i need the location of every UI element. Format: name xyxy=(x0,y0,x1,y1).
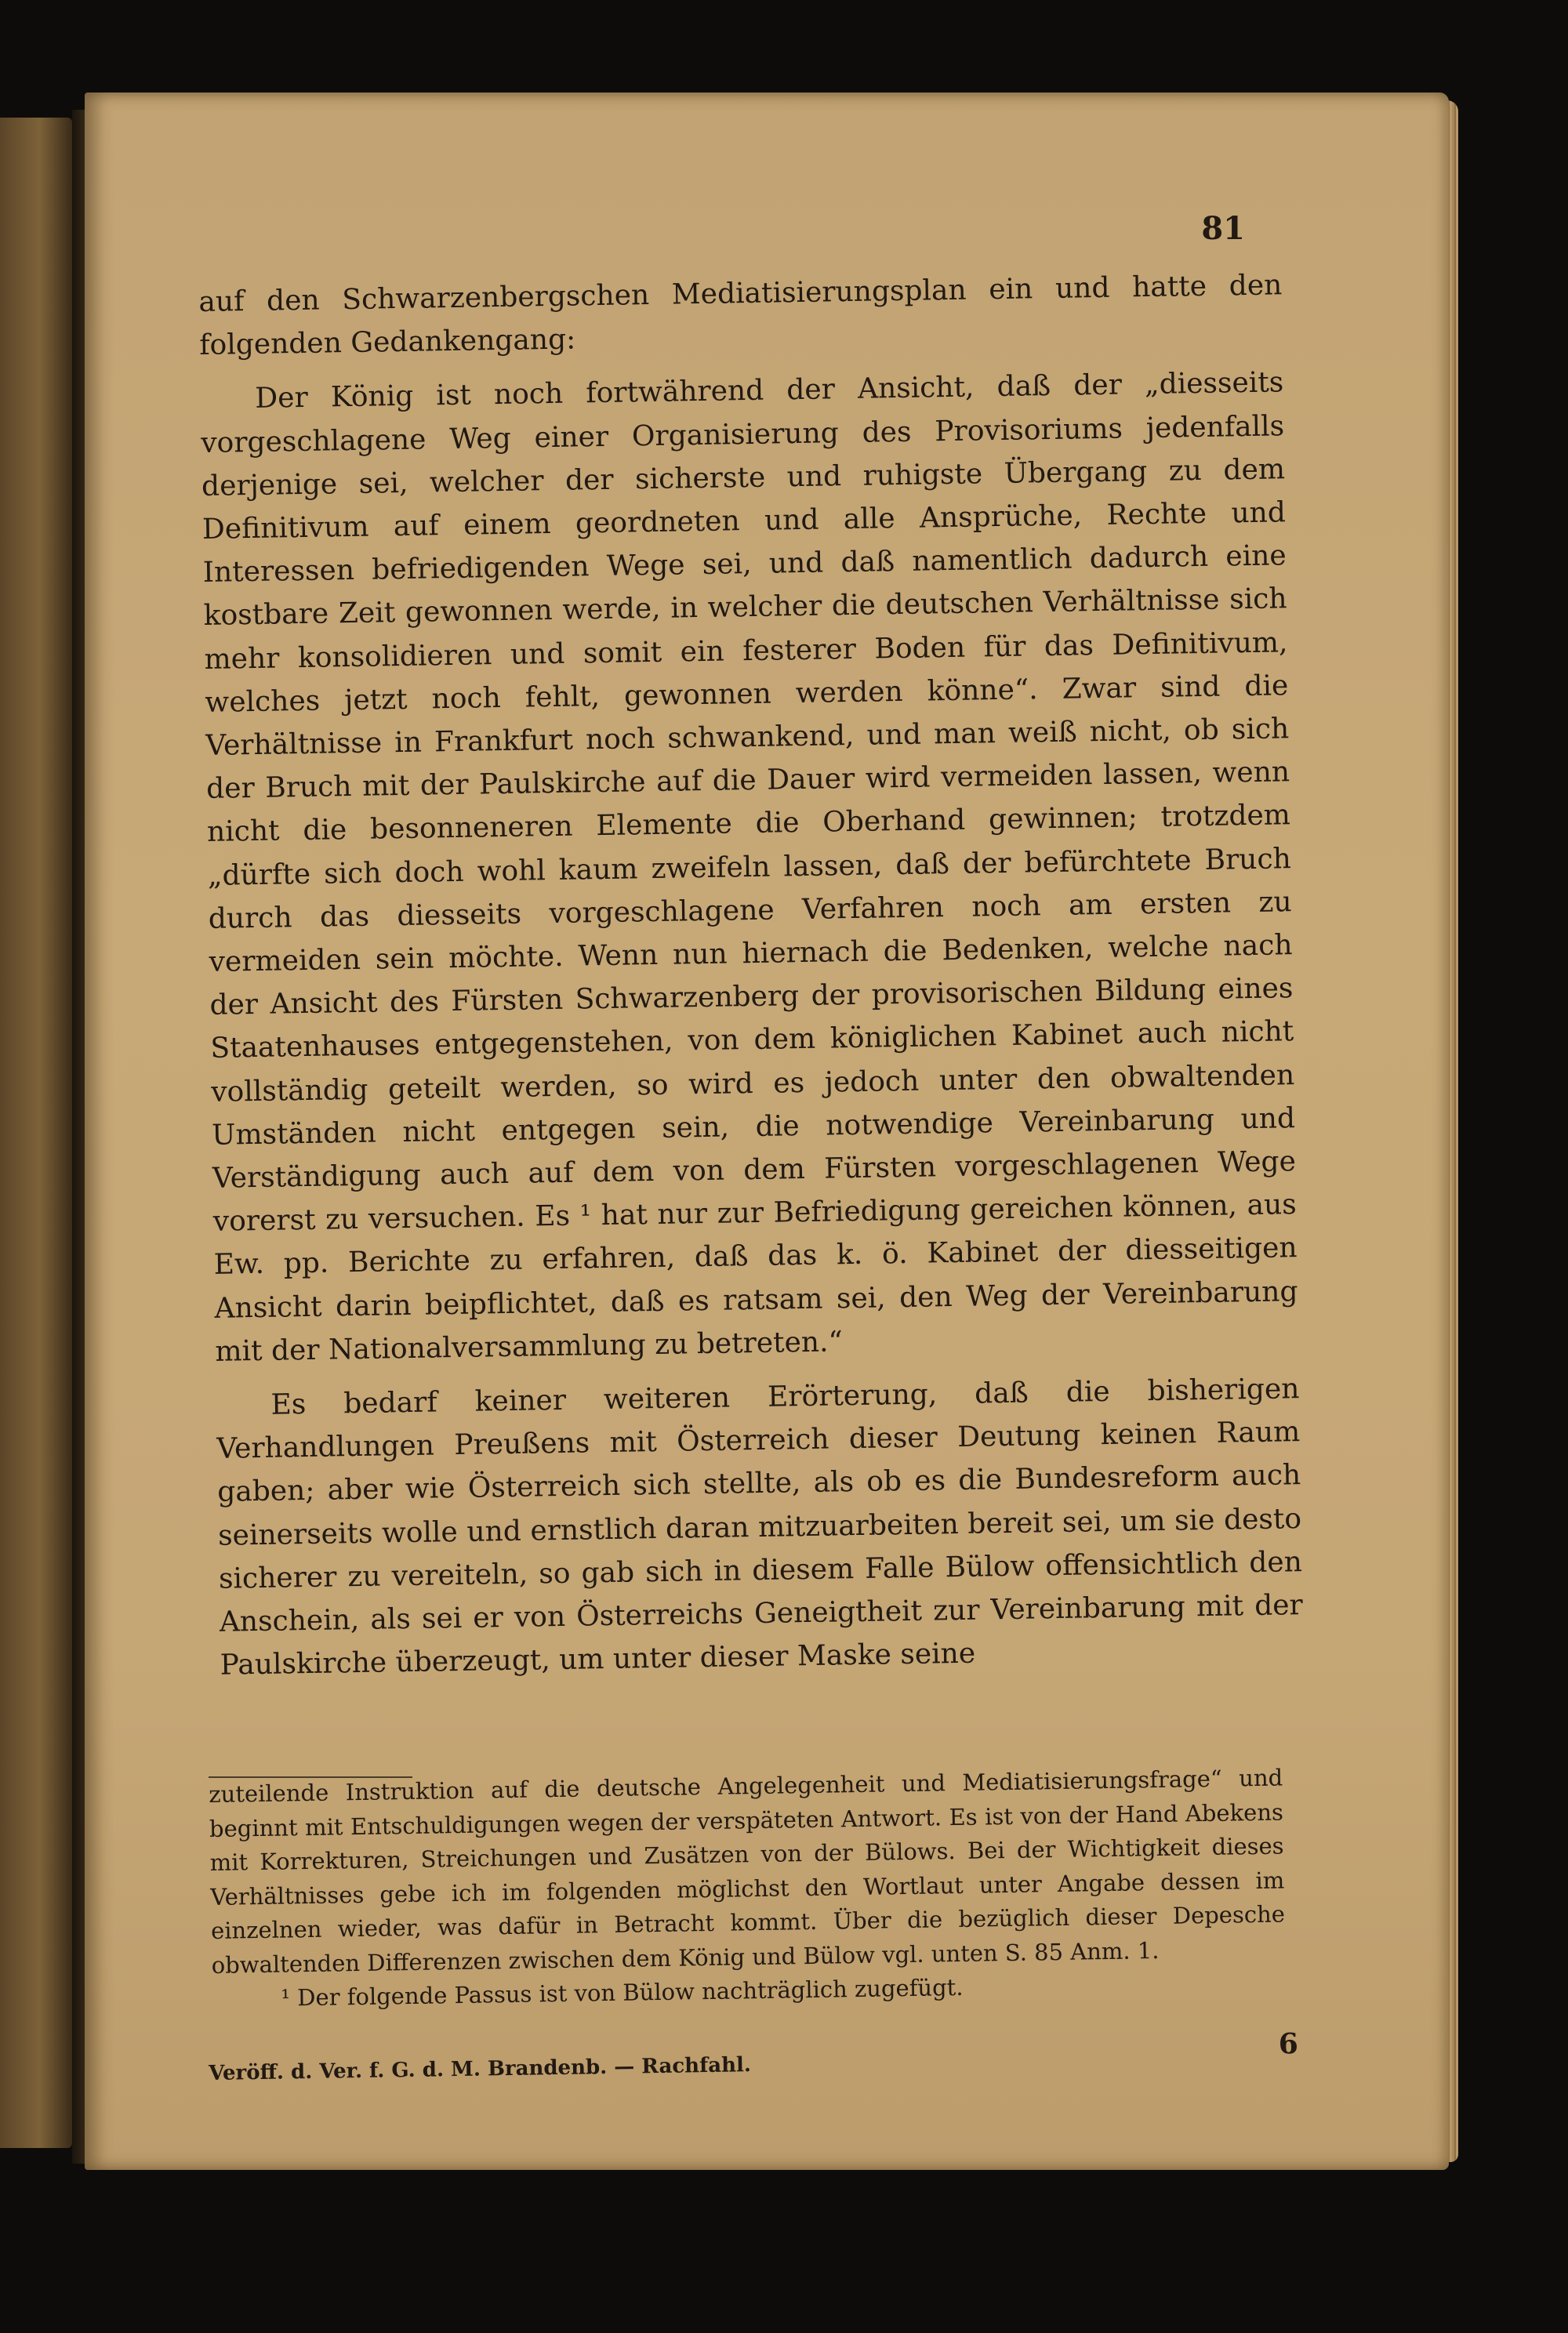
paragraph-quotation: Der König ist noch fortwährend der Ansicht, daß der „diesseits vorgeschlagene Weg einer Organisierung des Provisoriums jedenfalls derjenige sei, welcher der sicherste und ruhigste Übergang zu dem Definitivum auf einem geordneten und alle Ansprüche, Rechte und Interessen befriedigenden Wege sei, und daß namentlich dadurch eine kostbare Zeit gewonnen werde, in welcher die deutschen Verhältnisse sich mehr konsolidieren und somit ein festerer Boden für das Definitivum, welches jetzt noch fehlt, gewonnen werden könne“. Zwar sind die Verhältnisse in Frankfurt noch schwankend, und man weiß nicht, ob sich der Bruch mit der Paulskirche auf die Dauer wird vermeiden lassen, wenn nicht die besonneneren Elemente die Oberhand gewinnen; trotzdem „dürfte sich doch wohl kaum zweifeln lassen, daß der befürchtete Bruch durch das diesseits vorgeschlagene Verfahren noch am ersten zu vermeiden sein möchte. Wenn nun hiernach die Bedenken, welche nach der Ansicht des Fürsten Schwarzenberg der provisorischen Bildung eines Staatenhauses entgegenstehen, von dem königlichen Kabinet auch nicht vollständig geteilt werden, so wird es jedoch unter den obwaltenden Umständen nicht entgegen sein, die notwendige Vereinbarung und Verständigung auch auf dem von dem Fürsten vorgeschlagenen Wege vorerst zu versuchen. Es ¹ hat nur zur Befriedigung gereichen können, aus Ew. pp. Berichte zu erfahren, daß das k. ö. Kabinet der diesseitigen Ansicht darin beipflichtet, daß es ratsam sei, den Weg der Vereinbarung mit der Nationalversammlung zu betreten.“ xyxy=(200,366,1298,1368)
page-content xyxy=(85,93,1449,2170)
page-number: 81 xyxy=(1201,210,1245,247)
sheet-number: 6 xyxy=(1278,2027,1299,2061)
signature-line xyxy=(209,2027,1299,2093)
left-page-edge xyxy=(0,118,72,2148)
footnote-1: ¹ Der folgende Passus ist von Bülow nachträglich zugefügt. xyxy=(281,1973,964,2012)
paragraph-continuation: auf den Schwarzenbergschen Mediatisierungsplan ein und hatte den folgenden Gedankengang: xyxy=(198,269,1283,362)
book-page xyxy=(85,93,1449,2170)
main-text xyxy=(198,263,1304,1687)
footnote-continuation: zuteilende Instruktion auf die deutsche Angelegenheit und Mediatisierungsfrage“ und beginnt mit Entschuldigungen wegen der verspäteten Antwort. Es ist von der Hand Abekens mit Korrekturen, Streichungen und Zusätzen von der Bülows. Bei der Wichtigkeit dieses Verhältnisses gebe ich im folgenden möglichst den Wortlaut unter Angabe dessen im einzelnen wieder, was dafür in Betracht kommt. Über die bezüglich dieser Depesche obwaltenden Differenzen zwischen dem König und Bülow vgl. unten S. 85 Anm. 1. xyxy=(209,1764,1286,1979)
print-signature: Veröff. d. Ver. f. G. d. M. Brandenb. — Rachfahl. xyxy=(209,2053,752,2085)
footnotes xyxy=(209,1761,1287,2016)
paragraph-commentary: Es bedarf keiner weiteren Erörterung, daß die bisherigen Verhandlungen Preußens mit Österreich dieser Deutung keinen Raum gaben; aber wie Österreich sich stellte, als ob es die Bundesreform auch seinerseits wolle und ernstlich daran mitzuarbeiten bereit sei, um sie desto sicherer zu vereiteln, so gab sich in diesem Falle Bülow offensichtlich den Anschein, als sei er von Österreichs Geneigtheit zur Vereinbarung mit der Paulskirche überzeugt, um unter dieser Maske seine xyxy=(216,1373,1304,1682)
